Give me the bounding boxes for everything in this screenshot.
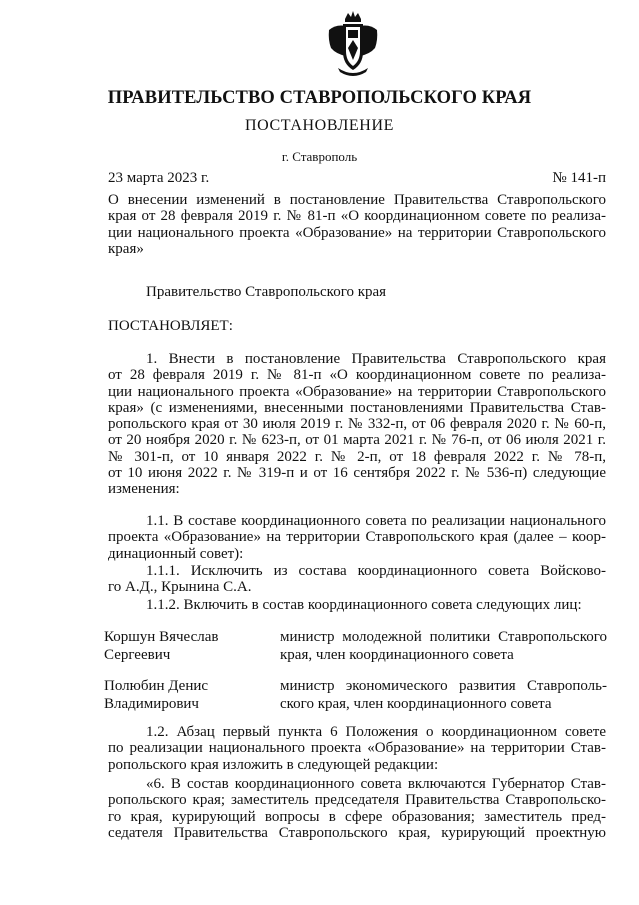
person-name: Полюбин Денис Владимирович (104, 678, 209, 712)
document-date: 23 марта 2023 г. (108, 170, 210, 186)
quote-line: седателя Правительства Ставропольского края, курирующий проектную (108, 824, 606, 841)
document-type: ПОСТАНОВЛЕНИЕ (245, 117, 394, 134)
item-1-line: от 28 февраля 2019 г. № 81-п «О координационном совете по реализа- (108, 367, 606, 384)
title-line: края» (108, 240, 144, 257)
item-1-line: ции национального проекта «Образование» на территории Ставропольского (108, 383, 606, 400)
item-1-1-1-line: 1.1.1. Исключить из состава координационного совета Войсково- (146, 563, 606, 579)
coat-of-arms-emblem (326, 10, 380, 78)
item-1 (108, 351, 606, 498)
quote-line: ропольского края; заместитель председателя Правительства Ставропольско- (108, 792, 606, 809)
quote-line: го края, курирующий вопросы в сфере образования; заместитель пред- (108, 808, 606, 825)
item-1-2-line: по реализации национального проекта «Образование» на территории Став- (108, 740, 606, 757)
issuer: Правительство Ставропольского края (146, 284, 387, 300)
title-line: ции национального проекта «Образование» на территории Ставропольского (108, 224, 606, 241)
item-1-line: от 20 ноября 2020 г. № 623-п, от 01 марта 2021 г. № 76-п, от 06 июля 2021 г. (108, 432, 606, 449)
item-1-line: № 301-п, от 10 января 2022 г. № 2-п, от 18 февраля 2022 г. № 78-п, (108, 448, 606, 465)
city: г. Ставрополь (281, 149, 358, 164)
item-1-1 (108, 513, 606, 562)
item-1-1-line: динационный совет): (108, 545, 244, 562)
item-1-2-line: ропольского края изложить в следующей редакции: (108, 756, 439, 773)
item-1-1-1 (108, 563, 606, 596)
document-title (108, 192, 606, 257)
item-1-1-line: 1.1. В составе координационного совета по реализации национального (146, 513, 606, 529)
person-role: министр экономического развития Ставрополь- ского края, член координационного совета (280, 678, 607, 712)
quoted-paragraph (108, 776, 606, 841)
item-1-2-line: 1.2. Абзац первый пункта 6 Положения о координационном совете (146, 724, 606, 740)
organization-title: ПРАВИТЕЛЬСТВО СТАВРОПОЛЬСКОГО КРАЯ (107, 88, 532, 108)
item-1-2 (108, 724, 606, 773)
person-name: Коршун Вячеслав Сергеевич (104, 629, 219, 663)
item-1-line: 1. Внести в постановление Правительства Ставропольского края (146, 351, 606, 367)
item-1-line: от 10 июня 2022 г. № 319-п и от 16 сентября 2022 г. № 536-п) следующие (108, 465, 606, 482)
item-1-1-line: проекта «Образование» на территории Ставропольского края (далее – коор- (108, 529, 606, 546)
item-1-line: ропольского края от 30 июля 2019 г. № 332-п, от 06 февраля 2020 г. № 60-п, (108, 416, 606, 433)
person-role: министр молодежной политики Ставропольского края, член координационного совета (280, 629, 607, 663)
item-1-line: изменения: (108, 481, 180, 498)
item-1-1-2: 1.1.2. Включить в состав координационного совета следующих лиц: (146, 597, 582, 613)
item-1-line: края» (с изменениями, внесенными постановлениями Правительства Став- (108, 399, 606, 416)
item-1-1-1-line: го А.Д., Крынина С.А. (108, 579, 252, 596)
decree-word: ПОСТАНОВЛЯЕТ: (108, 318, 233, 334)
document-number: № 141-п (552, 170, 606, 186)
title-line: О внесении изменений в постановление Правительства Ставропольского (108, 192, 606, 208)
title-line: края от 28 февраля 2019 г. № 81-п «О координационном совете по реализа- (108, 208, 606, 225)
quote-line: «6. В состав координационного совета включаются Губернатор Став- (146, 776, 606, 792)
